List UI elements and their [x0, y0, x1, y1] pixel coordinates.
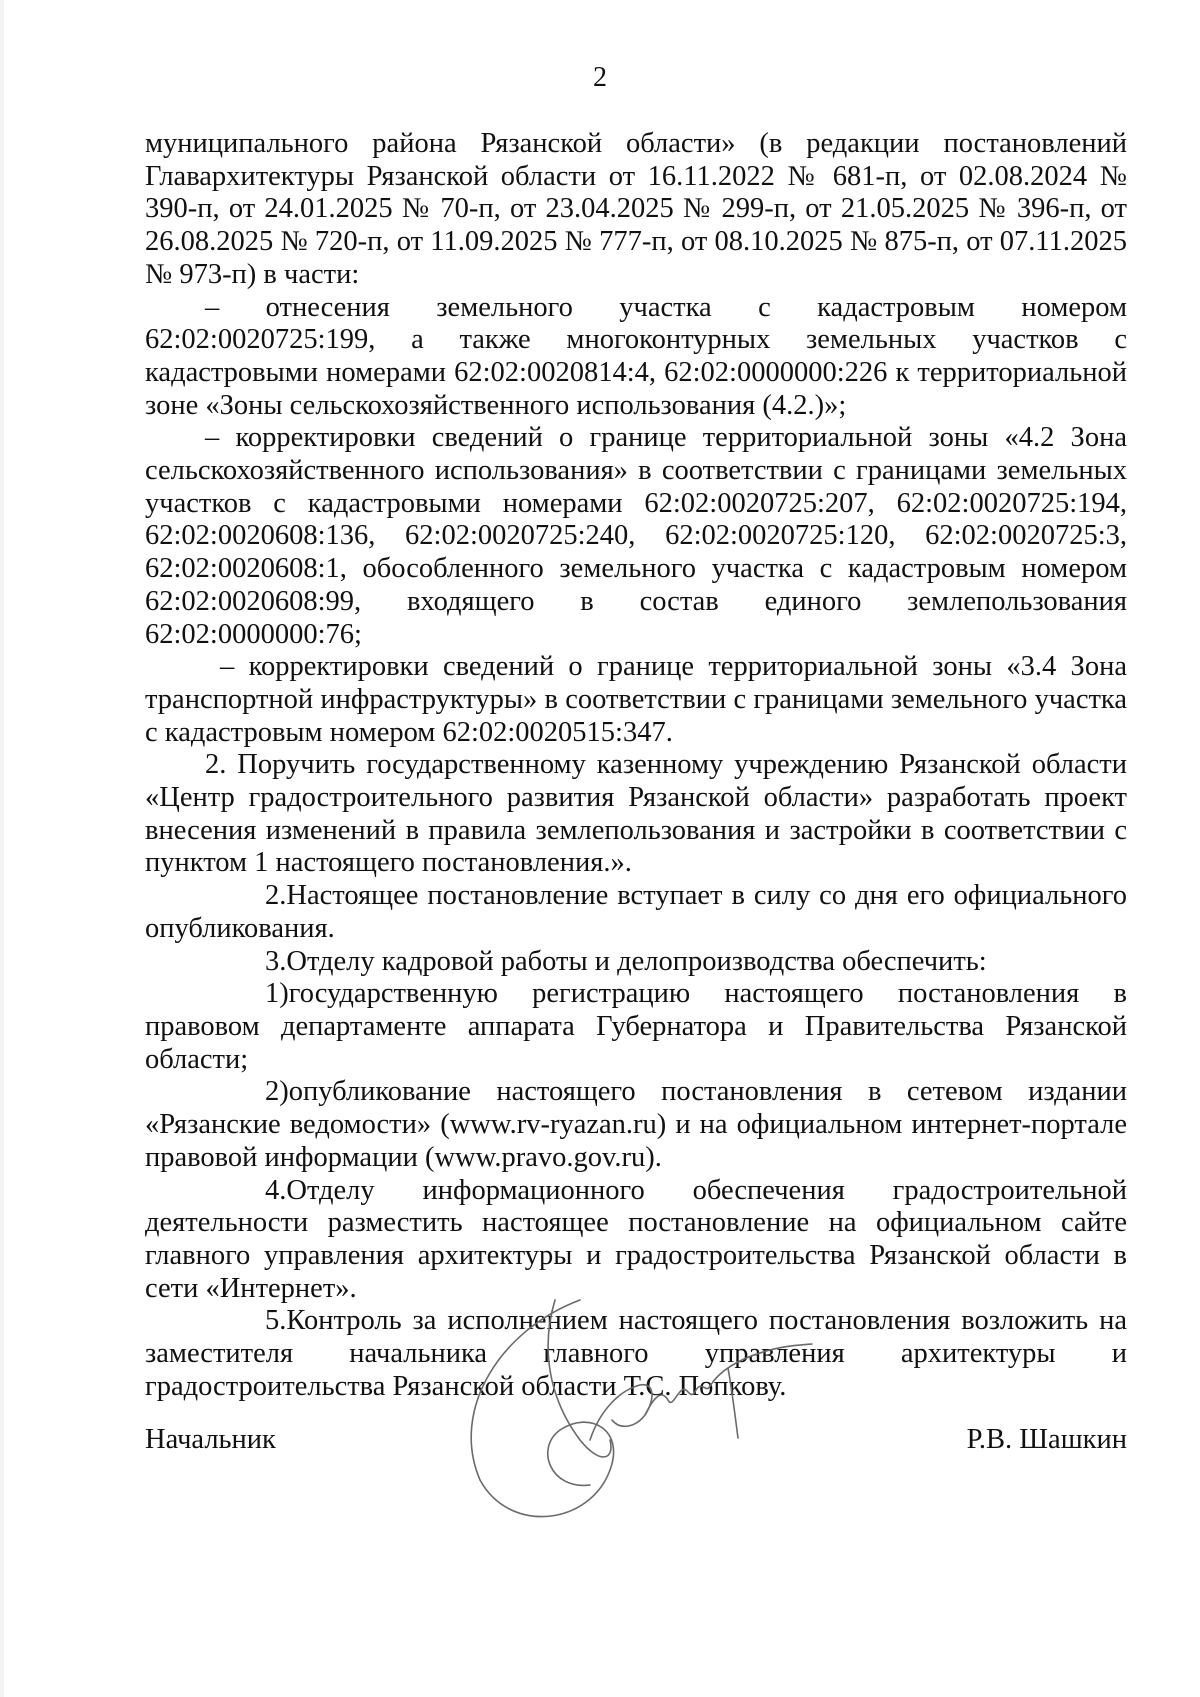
- paragraph-bullet-1: – отнесения земельного участка с кадастровым номером 62:02:0020725:199, а также многоконтурных земельных участков с кадастровыми номерами 62:02:0020814:4, 62:02:0000000:226 к территориальной зоне «Зоны сельскохозяйственного использования (4.2.)»;: [145, 291, 1127, 421]
- paragraph-item-3: [145, 946, 1127, 979]
- handwritten-signature: [440, 1290, 820, 1540]
- item-text: Отделу кадровой работы и делопроизводства обеспечить:: [286, 945, 987, 977]
- item-number: 2): [265, 1076, 289, 1108]
- signer-name: Р.В. Шашкин: [966, 1424, 1127, 1455]
- paragraph-item-3-1: [145, 978, 1127, 1076]
- item-text: Отделу информационного обеспечения градостроительной деятельности разместить настоящее постановление на официальном сайте главного управления архитектуры и градостроительства Рязанской области в сети «Интернет».: [145, 1174, 1127, 1304]
- item-number: 1): [265, 978, 289, 1010]
- scan-edge: [0, 0, 4, 1697]
- page-number: 2: [593, 62, 607, 93]
- item-text: Контроль за исполнением настоящего постановления возложить на заместителя начальника главного управления архитектуры и градостроительства Рязанской области Т.С. Попкову.: [145, 1305, 1127, 1402]
- item-number: 3.: [265, 945, 287, 977]
- paragraph-intro: муниципального района Рязанской области» (в редакции постановлений Главархитектуры Рязанской области от 16.11.2022 № 681-п, от 02.08.2024 № 390-п, от 24.01.2025 № 70-п, от 23.04.2025 № 299-п, от 21.05.2025 № 396-п, от 26.08.2025 № 720-п, от 11.09.2025 № 777-п, от 08.10.2025 № 875-п, от 07.11.2025 № 973-п) в части:: [145, 128, 1127, 290]
- paragraph-item-4: [145, 1175, 1127, 1306]
- paragraph-bullet-3: – корректировки сведений о границе территориальной зоны «3.4 Зона транспортной инфраструктуры» в соответствии с границами земельного участка с кадастровым номером 62:02:0020515:347.: [145, 651, 1127, 748]
- signer-title: Начальник: [145, 1424, 276, 1455]
- paragraph-item-2-instruction: 2. Поручить государственному казенному учреждению Рязанской области «Центр градостроительного развития Рязанской области» разработать проект внесения изменений в правила землепользования и застройки в соответствии с пунктом 1 настоящего постановления.».: [145, 749, 1127, 879]
- paragraph-item-3-2: [145, 1076, 1127, 1174]
- item-number: 2.: [265, 880, 287, 912]
- document-body: [145, 128, 1127, 1403]
- item-number: 5.: [265, 1305, 287, 1337]
- item-text: опубликование настоящего постановления в сетевом издании «Рязанские ведомости» (www.rv-ryazan.ru) и на официальном интернет-портале правовой информации (www.pravo.gov.ru).: [145, 1076, 1127, 1173]
- item-text: государственную регистрацию настоящего постановления в правовом департаменте аппарата Губернатора и Правительства Рязанской области;: [145, 978, 1127, 1075]
- signature-row: [145, 1424, 1127, 1464]
- paragraph-item-2: [145, 880, 1127, 945]
- paragraph-bullet-2: – корректировки сведений о границе территориальной зоны «4.2 Зона сельскохозяйственного использования» в соответствии с границами земельных участков с кадастровыми номерами 62:02:0020725:207, 62:02:0020725:194, 62:02:0020608:136, 62:02:0020725:240, 62:02:0020725:120, 62:02:0020725:3, 62:02:0020608:1, обособленного земельного участка с кадастровым номером 62:02:0020608:99, входящего в состав единого землепользования 62:02:0000000:76;: [145, 422, 1127, 650]
- item-text: Настоящее постановление вступает в силу со дня его официального опубликования.: [145, 880, 1127, 944]
- item-number: 4.: [265, 1174, 287, 1206]
